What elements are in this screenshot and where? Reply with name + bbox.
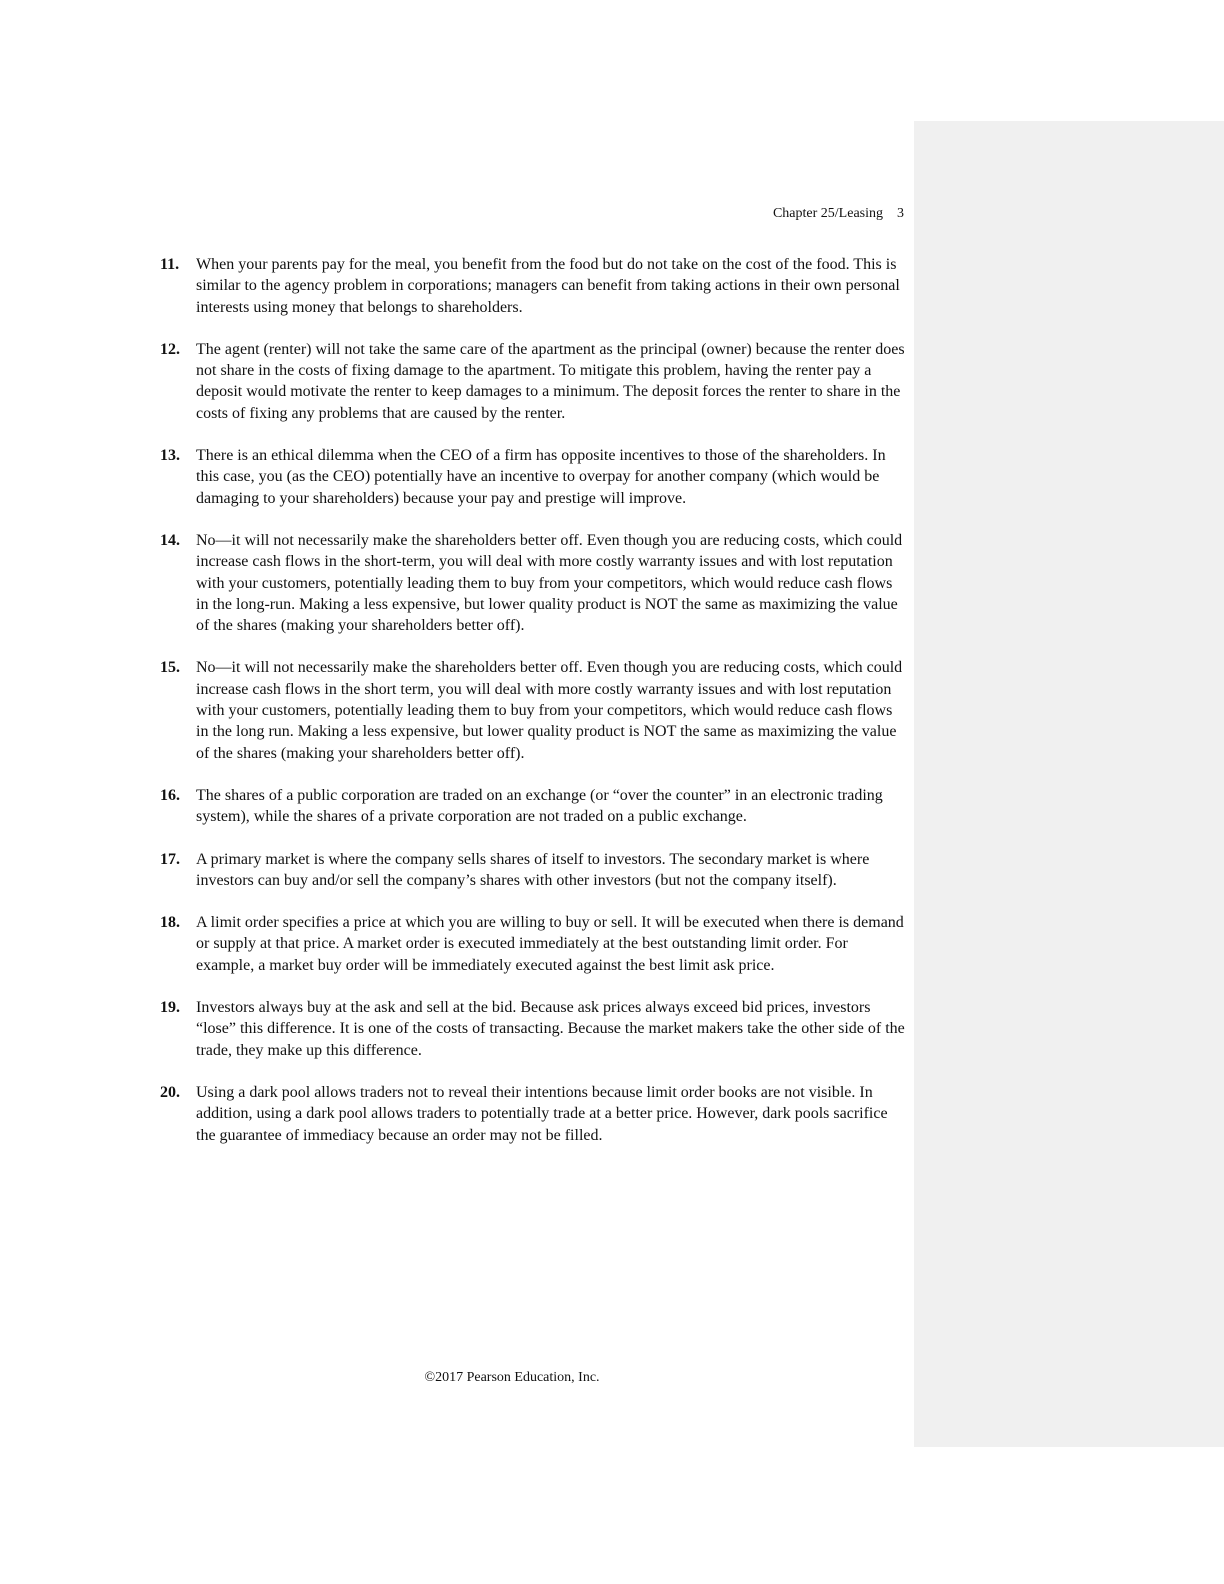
- answer-text: The agent (renter) will not take the same care of the apartment as the principal (owner) because the renter does not share in the costs of fixing damage to the apartment. To mitigate this problem, having the renter pay a deposit would motivate the renter to keep damages to a minimum. The deposit forces the renter to share in the costs of fixing any problems that are caused by the renter.: [196, 340, 905, 422]
- answer-text: A primary market is where the company sells shares of itself to investors. The secondary market is where investors can buy and/or sell the company’s shares with other investors (but not the company itself).: [196, 850, 870, 889]
- comment-margin-pane: [914, 121, 1224, 1447]
- answer-item: [160, 997, 906, 1061]
- copyright-footer: ©2017 Pearson Education, Inc.: [424, 1370, 600, 1385]
- page-header: [600, 205, 904, 223]
- answer-list: [160, 254, 906, 1167]
- answer-number: 16.: [160, 786, 180, 804]
- answer-text: Using a dark pool allows traders not to reveal their intentions because limit order books are not visible. In addition, using a dark pool allows traders to potentially trade at a better price. However, dark pools sacrifice the guarantee of immediacy because an order may not be filled.: [196, 1083, 888, 1144]
- answer-text: Investors always buy at the ask and sell at the bid. Because ask prices always exceed bid prices, investors “lose” this difference. It is one of the costs of transacting. Because the market makers take the other side of the trade, they make up this difference.: [196, 999, 905, 1059]
- answer-item: [160, 254, 906, 318]
- answer-item: [160, 912, 906, 976]
- answer-text: There is an ethical dilemma when the CEO of a firm has opposite incentives to those of the shareholders. In this case, you (as the CEO) potentially have an incentive to overpay for another company (which would be damaging to your shareholders) because your pay and prestige will improve.: [196, 447, 886, 507]
- answer-text: When your parents pay for the meal, you benefit from the food but do not take on the cost of the food. This is similar to the agency problem in corporations; managers can benefit from taking actions in their own personal interests using money that belongs to shareholders.: [196, 256, 900, 316]
- answer-item: [160, 339, 906, 424]
- answer-number: 17.: [160, 850, 180, 868]
- page-number: 3: [897, 206, 904, 221]
- answer-item: [160, 445, 906, 509]
- answer-item: [160, 530, 906, 636]
- answer-number: 12.: [160, 340, 180, 358]
- answer-text: The shares of a public corporation are traded on an exchange (or “over the counter” in an electronic trading system), while the shares of a private corporation are not traded on a public exchange.: [196, 786, 883, 826]
- answer-number: 11.: [160, 256, 180, 273]
- answer-text: No—it will not necessarily make the shareholders better off. Even though you are reducing costs, which could increase cash flows in the short-term, you will deal with more costly warranty issues and with lost reputation with your customers, potentially leading them to buy from your competitors, which would reduce cash flows in the long-run. Making a less expensive, but lower quality product is NOT the same as maximizing the value of the shares (making your shareholders better off).: [196, 531, 903, 635]
- answer-item: [160, 1082, 906, 1146]
- answer-text: No—it will not necessarily make the shareholders better off. Even though you are reducing costs, which could increase cash flows in the short term, you will deal with more costly warranty issues and with lost reputation with your customers, potentially leading them to buy from your competitors, which would reduce cash flows in the long run. Making a less expensive, but lower quality product is NOT the same as maximizing the value of the shares (making your shareholders better off).: [196, 659, 903, 762]
- answer-number: 13.: [160, 447, 180, 465]
- answer-number: 18.: [160, 914, 180, 932]
- answer-item: [160, 849, 906, 892]
- answer-number: 14.: [160, 531, 180, 549]
- answer-item: [160, 657, 906, 763]
- chapter-title: Chapter 25/Leasing: [772, 206, 883, 221]
- answer-number: 19.: [160, 999, 180, 1017]
- answer-number: 15.: [160, 659, 180, 677]
- answer-text: A limit order specifies a price at which you are willing to buy or sell. It will be executed when there is demand or supply at that price. A market order is executed immediately at the best outstanding limit order. For example, a market buy order will be immediately executed against the best limit ask price.: [196, 914, 904, 974]
- answer-number: 20.: [160, 1083, 180, 1101]
- answer-item: [160, 785, 906, 828]
